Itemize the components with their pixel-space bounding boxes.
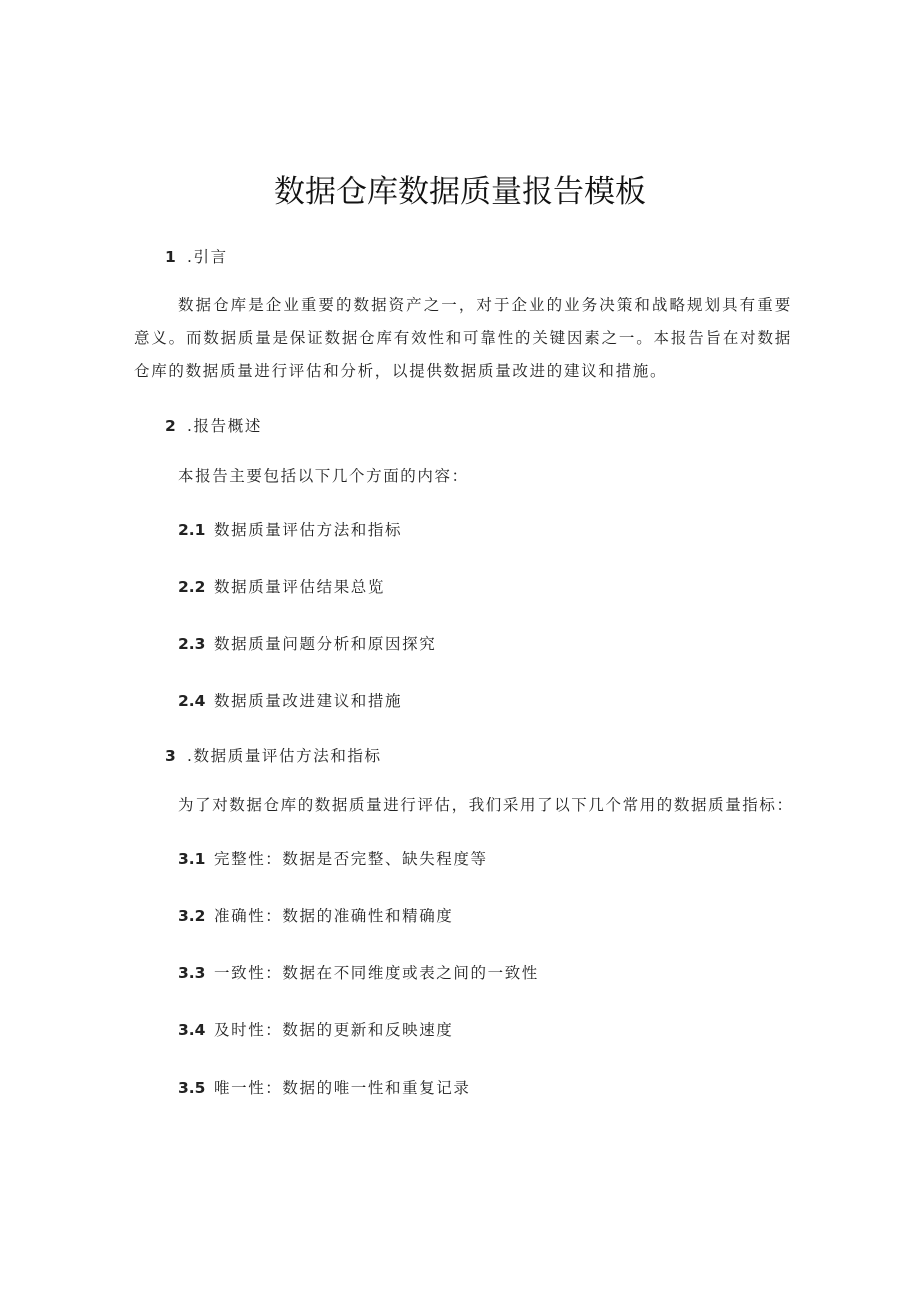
list-item <box>178 906 453 926</box>
section-heading-text: .报告概述 <box>187 417 262 435</box>
list-item <box>178 1078 471 1098</box>
section-number: 3 <box>165 747 176 765</box>
item-text: 唯一性：数据的唯一性和重复记录 <box>214 1079 471 1097</box>
section-heading-text: .数据质量评估方法和指标 <box>187 747 382 765</box>
section-3-intro: 为了对数据仓库的数据质量进行评估，我们采用了以下几个常用的数据质量指标： <box>178 796 794 814</box>
section-number: 1 <box>165 248 176 266</box>
list-item <box>178 577 385 597</box>
item-number: 3.1 <box>178 850 206 868</box>
item-number: 3.5 <box>178 1079 206 1097</box>
item-text: 数据质量问题分析和原因探究 <box>214 635 437 653</box>
list-item <box>178 691 402 711</box>
section-2-intro: 本报告主要包括以下几个方面的内容： <box>178 467 469 485</box>
item-text: 数据质量评估方法和指标 <box>214 521 403 539</box>
item-number: 3.4 <box>178 1021 206 1039</box>
section-3-heading <box>165 746 382 766</box>
item-number: 2.4 <box>178 692 206 710</box>
section-1-heading <box>165 247 228 267</box>
list-item <box>178 849 488 869</box>
list-item <box>178 634 436 654</box>
section-2-heading <box>165 416 262 436</box>
item-text: 一致性：数据在不同维度或表之间的一致性 <box>214 964 539 982</box>
item-text: 及时性：数据的更新和反映速度 <box>214 1021 454 1039</box>
section-number: 2 <box>165 417 176 435</box>
section-1-paragraph: 数据仓库是企业重要的数据资产之一，对于企业的业务决策和战略规划具有重要意义。而数据质量是保证数据仓库有效性和可靠性的关键因素之一。本报告旨在对数据仓库的数据质量进行评估和分析，以提供数据质量改进的建议和措施。 <box>134 296 792 380</box>
item-text: 完整性：数据是否完整、缺失程度等 <box>214 850 488 868</box>
list-item <box>178 1020 453 1040</box>
document-title: 数据仓库数据质量报告模板 <box>274 174 646 210</box>
list-item <box>178 963 539 983</box>
item-number: 2.2 <box>178 578 206 596</box>
item-number: 3.3 <box>178 964 206 982</box>
item-text: 准确性：数据的准确性和精确度 <box>214 907 454 925</box>
list-item <box>178 520 402 540</box>
item-number: 2.1 <box>178 521 206 539</box>
item-text: 数据质量改进建议和措施 <box>214 692 403 710</box>
item-text: 数据质量评估结果总览 <box>214 578 386 596</box>
item-number: 3.2 <box>178 907 206 925</box>
item-number: 2.3 <box>178 635 206 653</box>
section-heading-text: .引言 <box>187 248 228 266</box>
